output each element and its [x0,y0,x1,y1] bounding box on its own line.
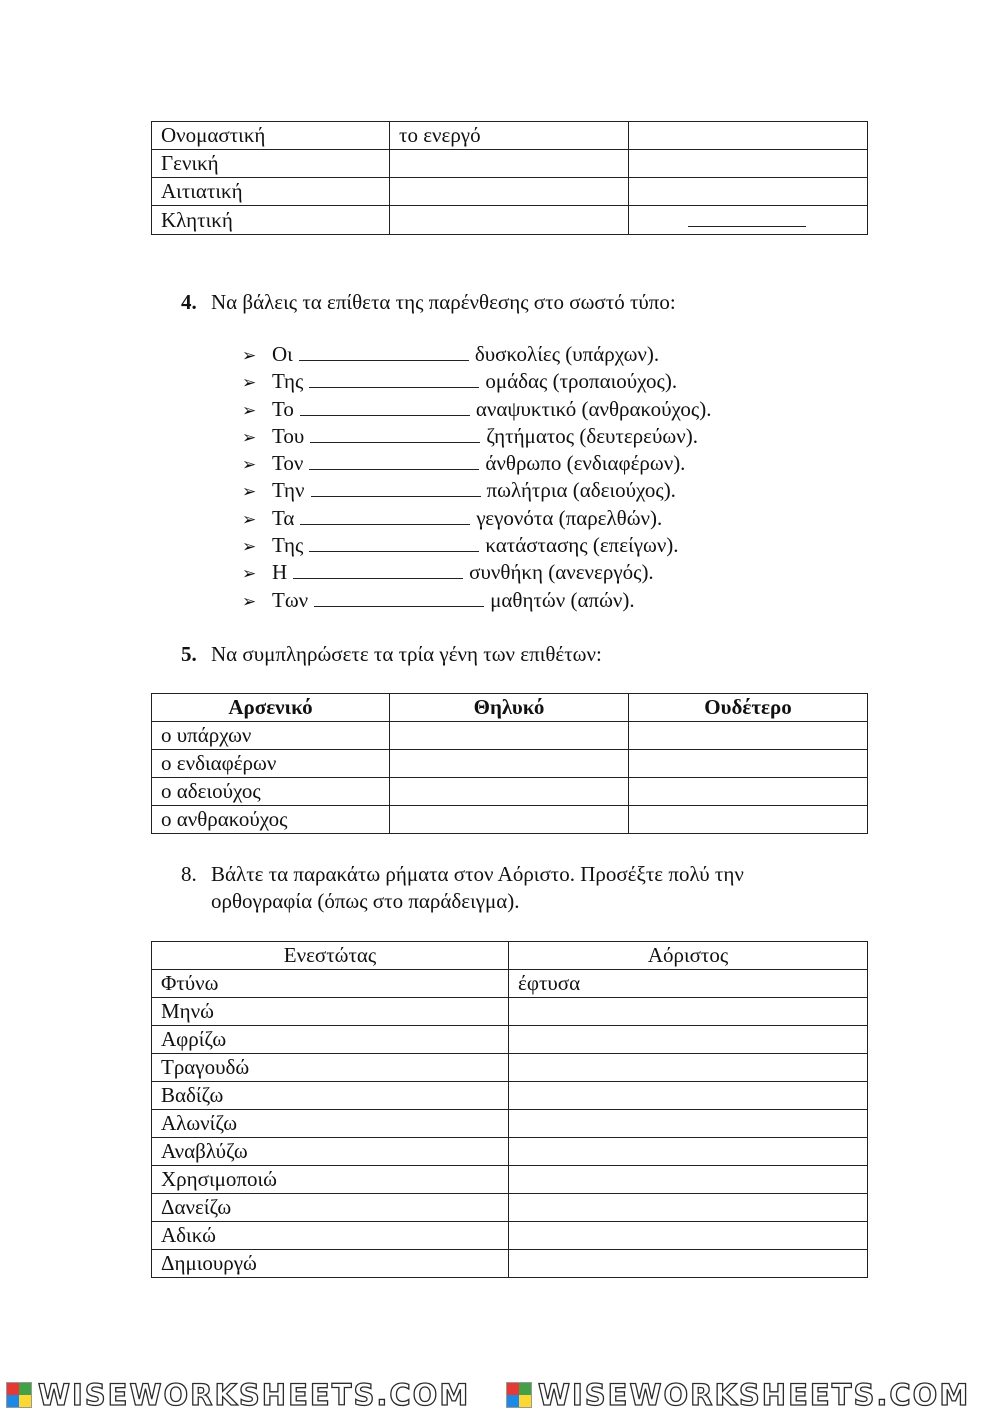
verb-cell: Δανείζω [152,1194,509,1222]
table-row [152,1222,868,1250]
genders-table [151,693,868,834]
verb-cell: Τραγουδώ [152,1054,509,1082]
blank-input[interactable] [299,342,469,361]
answer-cell[interactable] [390,778,629,806]
verb-cell: Δημιουργώ [152,1250,509,1278]
table-row [152,750,868,778]
arrow-bullet-icon: ➢ [242,482,257,502]
table-row [152,1110,868,1138]
arrow-bullet-icon: ➢ [242,591,257,611]
table-row [152,806,868,834]
list-item: ➢ Των μαθητών (απών). [242,587,711,614]
verb-cell: Αδικώ [152,1222,509,1250]
table-row [152,1026,868,1054]
verb-cell: Χρησιμοποιώ [152,1166,509,1194]
question-number: 8. [181,862,197,886]
case-label: Αιτιατική [152,178,390,206]
answer-cell[interactable] [509,1110,868,1138]
blank-input[interactable] [309,451,479,470]
fill-in-list [242,341,711,614]
adjective-cell: ο υπάρχων [152,722,390,750]
answer-cell[interactable] [390,150,629,178]
blank-input[interactable] [300,397,470,416]
table-row [152,122,868,150]
list-item: ➢ Της κατάστασης (επείγων). [242,532,711,559]
answer-cell[interactable] [390,206,629,235]
question-5 [181,641,602,668]
table-row [152,1250,868,1278]
column-header: Αόριστος [509,942,868,970]
blank-input[interactable] [314,588,484,607]
brand-text: WISEWORKSHEETS.COM [38,1377,471,1412]
aorist-table [151,941,868,1278]
logo-squares-icon [6,1382,32,1408]
answer-cell[interactable] [509,1166,868,1194]
question-8 [181,861,744,915]
table-row [152,1194,868,1222]
answer-cell[interactable] [629,206,868,235]
blank-input[interactable] [311,478,481,497]
table-row [152,1054,868,1082]
brand-logo [500,1378,1000,1412]
list-item: ➢ Η συνθήκη (ανενεργός). [242,559,711,586]
case-label: Γενική [152,150,390,178]
table-row [152,1166,868,1194]
answer-cell[interactable] [629,178,868,206]
list-item: ➢ Το αναψυκτικό (ανθρακούχος). [242,396,711,423]
case-label: Κλητική [152,206,390,235]
table-row [152,1138,868,1166]
answer-underline [688,206,806,227]
brand-logo [0,1378,500,1412]
arrow-bullet-icon: ➢ [242,427,257,447]
verb-cell: Αναβλύζω [152,1138,509,1166]
blank-input[interactable] [309,533,479,552]
arrow-bullet-icon: ➢ [242,400,257,420]
arrow-bullet-icon: ➢ [242,455,257,475]
case-label: Ονομαστική [152,122,390,150]
question-text: Να βάλεις τα επίθετα της παρένθεσης στο σωστό τύπο: [211,290,676,314]
question-text-line2: ορθογραφία (όπως στο παράδειγμα). [211,889,520,913]
answer-cell[interactable] [509,1250,868,1278]
answer-cell[interactable] [390,750,629,778]
answer-cell[interactable] [509,998,868,1026]
verb-cell: Αλωνίζω [152,1110,509,1138]
list-item: ➢ Τον άνθρωπο (ενδιαφέρων). [242,450,711,477]
list-item: ➢ Οι δυσκολίες (υπάρχων). [242,341,711,368]
arrow-bullet-icon: ➢ [242,564,257,584]
answer-cell[interactable] [390,806,629,834]
answer-cell[interactable] [629,722,868,750]
list-item: ➢ Της ομάδας (τροπαιούχος). [242,368,711,395]
question-number: 5. [181,642,197,666]
answer-cell[interactable] [629,150,868,178]
answer-cell[interactable] [509,1222,868,1250]
column-header: Ενεστώτας [152,942,509,970]
arrow-bullet-icon: ➢ [242,373,257,393]
answer-cell[interactable]: έφτυσα [509,970,868,998]
table-row [152,722,868,750]
answer-cell[interactable] [629,122,868,150]
column-header: Αρσενικό [152,694,390,722]
answer-cell[interactable] [509,1082,868,1110]
question-text-line1: Βάλτε τα παρακάτω ρήματα στον Αόριστο. Προσέξτε πολύ την [211,862,744,886]
table-header-row [152,942,868,970]
logo-squares-icon [506,1382,532,1408]
answer-cell[interactable]: το ενεργό [390,122,629,150]
blank-input[interactable] [309,369,479,388]
column-header: Ουδέτερο [629,694,868,722]
table-row [152,970,868,998]
adjective-cell: ο ενδιαφέρων [152,750,390,778]
blank-input[interactable] [310,424,480,443]
list-item: ➢ Τα γεγονότα (παρελθών). [242,505,711,532]
answer-cell[interactable] [629,778,868,806]
question-4 [181,289,676,316]
question-number: 4. [181,290,197,314]
answer-cell[interactable] [629,750,868,778]
arrow-bullet-icon: ➢ [242,537,257,557]
table-row [152,998,868,1026]
table-row [152,1082,868,1110]
blank-input[interactable] [293,560,463,579]
answer-cell[interactable] [390,722,629,750]
table-row [152,778,868,806]
adjective-cell: ο αδειούχος [152,778,390,806]
answer-cell[interactable] [509,1138,868,1166]
declension-table [151,121,868,235]
footer-watermark [0,1376,1000,1413]
list-item: ➢ Την πωλήτρια (αδειούχος). [242,477,711,504]
column-header: Θηλυκό [390,694,629,722]
blank-input[interactable] [300,506,470,525]
answer-cell[interactable] [390,178,629,206]
answer-cell[interactable] [509,1026,868,1054]
adjective-cell: ο ανθρακούχος [152,806,390,834]
table-row [152,206,868,235]
table-row [152,150,868,178]
verb-cell: Φτύνω [152,970,509,998]
arrow-bullet-icon: ➢ [242,346,257,365]
table-header-row [152,694,868,722]
list-item: ➢ Του ζητήματος (δευτερεύων). [242,423,711,450]
verb-cell: Μηνώ [152,998,509,1026]
table-row [152,178,868,206]
answer-cell[interactable] [509,1194,868,1222]
verb-cell: Αφρίζω [152,1026,509,1054]
arrow-bullet-icon: ➢ [242,509,257,529]
answer-cell[interactable] [629,806,868,834]
question-text: Να συμπληρώσετε τα τρία γένη των επιθέτων: [211,642,602,666]
brand-text: WISEWORKSHEETS.COM [538,1377,971,1412]
verb-cell: Βαδίζω [152,1082,509,1110]
answer-cell[interactable] [509,1054,868,1082]
